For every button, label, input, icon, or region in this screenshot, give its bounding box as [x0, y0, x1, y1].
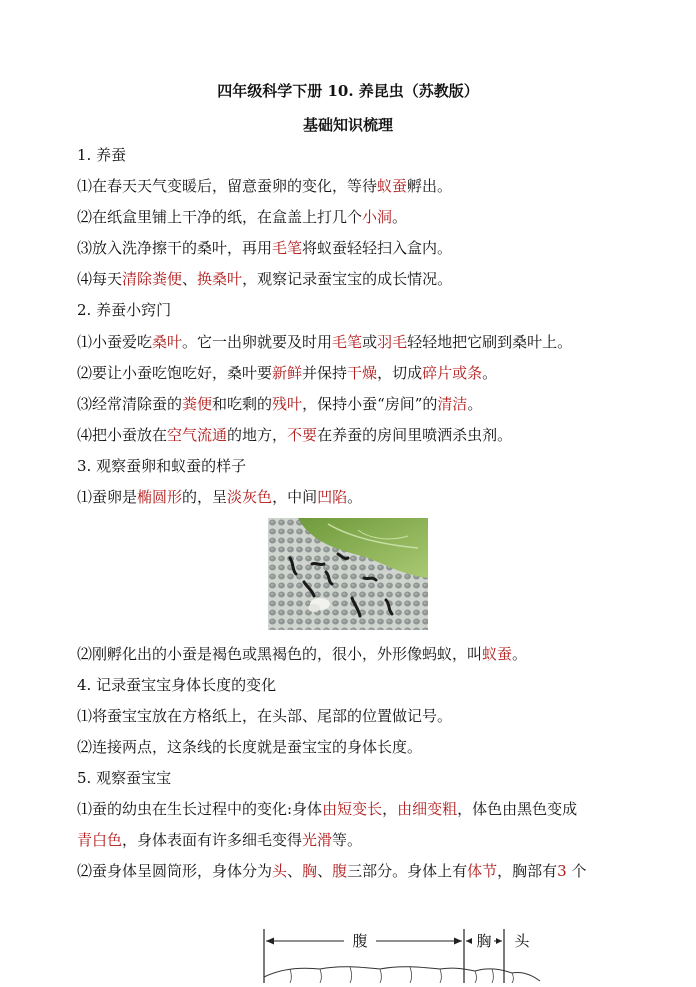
section-2-item-2: ⑵要让小蚕吃饱吃好，桑叶要新鲜并保持干燥，切成碎片或条。 [77, 364, 498, 382]
silkworm-eggs-photo [268, 518, 428, 630]
section-2-heading: 2. 养蚕小窍门 [77, 301, 172, 319]
section-5-item-1: ⑴蚕的幼虫在生长过程中的变化:身体由短变长，由细变粗，体色由黑色变成 [77, 800, 578, 818]
section-1-heading: 1. 养蚕 [77, 146, 127, 164]
document-title: 四年级科学下册 10. 养昆虫（苏教版） [217, 82, 479, 100]
silkworm-body-diagram [260, 925, 550, 983]
section-1-item-3: ⑶放入洗净擦干的桑叶，再用毛笔将蚁蚕轻轻扫入盒内。 [77, 239, 453, 257]
section-3-item-2: ⑵刚孵化出的小蚕是褐色或黑褐色的，很小，外形像蚂蚁，叫蚁蚕。 [77, 645, 528, 663]
section-3-heading: 3. 观察蚕卵和蚁蚕的样子 [77, 457, 247, 475]
section-2-item-4: ⑷把小蚕放在空气流通的地方，不要在养蚕的房间里喷洒杀虫剂。 [77, 426, 513, 444]
section-4-item-2: ⑵连接两点，这条线的长度就是蚕宝宝的身体长度。 [77, 738, 423, 756]
section-4-item-1: ⑴将蚕宝宝放在方格纸上，在头部、尾部的位置做记号。 [77, 707, 453, 725]
section-2-item-3: ⑶经常清除蚕的粪便和吃剩的残叶，保持小蚕“房间”的清洁。 [77, 395, 483, 413]
label-thorax: 胸 [476, 934, 492, 950]
document-subtitle: 基础知识梳理 [302, 116, 393, 134]
section-5-item-2: ⑵蚕身体呈圆筒形，身体分为头、胸、腹三部分。身体上有体节，胸部有3 个 [77, 862, 587, 880]
section-5-heading: 5. 观察蚕宝宝 [77, 769, 172, 787]
label-abdomen: 腹 [352, 934, 368, 950]
label-head: 头 [514, 934, 530, 950]
section-3-item-1: ⑴蚕卵是椭圆形的，呈淡灰色，中间凹陷。 [77, 488, 363, 506]
section-1-item-4: ⑷每天清除粪便、换桑叶，观察记录蚕宝宝的成长情况。 [77, 270, 453, 288]
section-5-item-1-continued: 青白色，身体表面有许多细毛变得光滑等。 [77, 831, 363, 849]
section-4-heading: 4. 记录蚕宝宝身体长度的变化 [77, 676, 277, 694]
section-1-item-2: ⑵在纸盒里铺上干净的纸，在盒盖上打几个小洞。 [77, 208, 408, 226]
section-1-item-1: ⑴在春天天气变暖后，留意蚕卵的变化，等待蚁蚕孵出。 [77, 177, 453, 195]
section-2-item-1: ⑴小蚕爱吃桑叶。它一出卵就要及时用毛笔或羽毛轻轻地把它刷到桑叶上。 [77, 333, 573, 351]
